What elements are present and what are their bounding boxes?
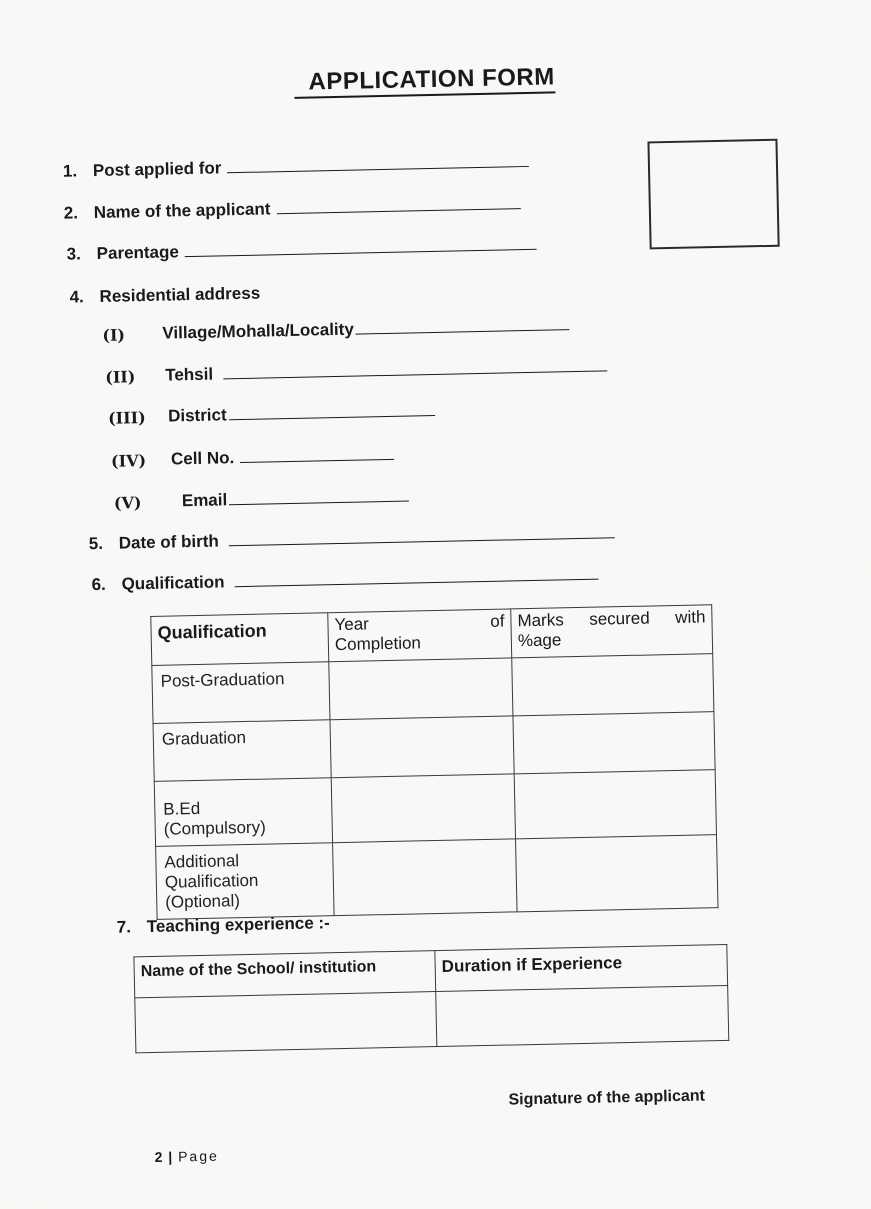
- locality-line[interactable]: [356, 328, 570, 334]
- table-row: [154, 770, 716, 847]
- field-label: Residential address: [99, 283, 261, 306]
- field-label: Qualification: [121, 572, 225, 594]
- post-applied-line[interactable]: [227, 165, 529, 173]
- table-row: [135, 985, 729, 1052]
- field-label: Name of the applicant: [93, 199, 271, 223]
- signature-label: Signature of the applicant: [508, 1087, 706, 1109]
- table-row: [156, 835, 718, 920]
- field-label: Date of birth: [118, 531, 220, 553]
- header-qualification: Qualification: [151, 613, 329, 666]
- form-title: APPLICATION FORM: [0, 57, 860, 103]
- field-post-applied: 1. Post applied for: [63, 152, 530, 182]
- school-name-cell[interactable]: [135, 992, 437, 1053]
- field-label: Email: [181, 490, 228, 511]
- qualification-table: [150, 604, 718, 920]
- row-label-additional-qualification: Additional Qualification (Optional): [156, 843, 334, 920]
- field-label: Village/Mohalla/Locality: [162, 319, 354, 343]
- marks-cell[interactable]: [514, 770, 716, 839]
- header-year-of-completion: Year of Completion: [328, 609, 512, 662]
- marks-cell[interactable]: [512, 654, 714, 716]
- header-marks-secured: Marks secured with %age: [511, 605, 713, 658]
- district-line[interactable]: [229, 414, 435, 420]
- header-school-name: Name of the School/ institution: [134, 951, 436, 998]
- row-label-graduation: Graduation: [153, 720, 331, 782]
- applicant-name-line[interactable]: [276, 207, 520, 214]
- year-cell[interactable]: [331, 774, 515, 843]
- field-date-of-birth: 5. Date of birth: [89, 523, 615, 554]
- field-qualification: 6. Qualification: [91, 565, 598, 596]
- duration-cell[interactable]: [436, 985, 729, 1046]
- qualification-line[interactable]: [235, 578, 599, 588]
- year-cell[interactable]: [330, 716, 514, 778]
- field-applicant-name: 2. Name of the applicant: [64, 194, 521, 224]
- marks-cell[interactable]: [513, 712, 715, 774]
- experience-table: [133, 944, 729, 1053]
- year-cell[interactable]: [329, 658, 513, 720]
- marks-cell[interactable]: [516, 835, 718, 912]
- field-parentage: 3. Parentage: [66, 235, 537, 265]
- field-label: Cell No.: [170, 448, 235, 469]
- tehsil-line[interactable]: [223, 369, 607, 379]
- row-label-bed: B.Ed (Compulsory): [154, 778, 332, 847]
- field-label: Post applied for: [92, 158, 222, 181]
- field-cell-no: (IV) Cell No.: [111, 445, 395, 471]
- field-teaching-experience: 7. Teaching experience :-: [116, 913, 330, 937]
- field-label: Tehsil: [165, 364, 214, 385]
- field-email: (V) Email: [114, 487, 410, 513]
- parentage-line[interactable]: [185, 248, 537, 257]
- year-cell[interactable]: [333, 839, 517, 916]
- dob-line[interactable]: [229, 536, 615, 546]
- photo-box: [647, 139, 779, 250]
- field-label: District: [167, 405, 227, 426]
- header-duration: Duration if Experience: [435, 944, 728, 991]
- field-residential-address: 4. Residential address: [69, 283, 261, 307]
- email-line[interactable]: [229, 500, 409, 506]
- field-label: Parentage: [96, 242, 180, 264]
- cell-no-line[interactable]: [240, 458, 394, 463]
- field-district: (III) District: [108, 401, 435, 428]
- field-locality: (I) Village/Mohalla/Locality: [102, 315, 570, 345]
- row-label-post-graduation: Post-Graduation: [152, 662, 330, 724]
- field-tehsil: (II) Tehsil: [105, 356, 607, 387]
- page-number: 2 | Page: [154, 1147, 219, 1165]
- field-label: Teaching experience :-: [146, 913, 330, 937]
